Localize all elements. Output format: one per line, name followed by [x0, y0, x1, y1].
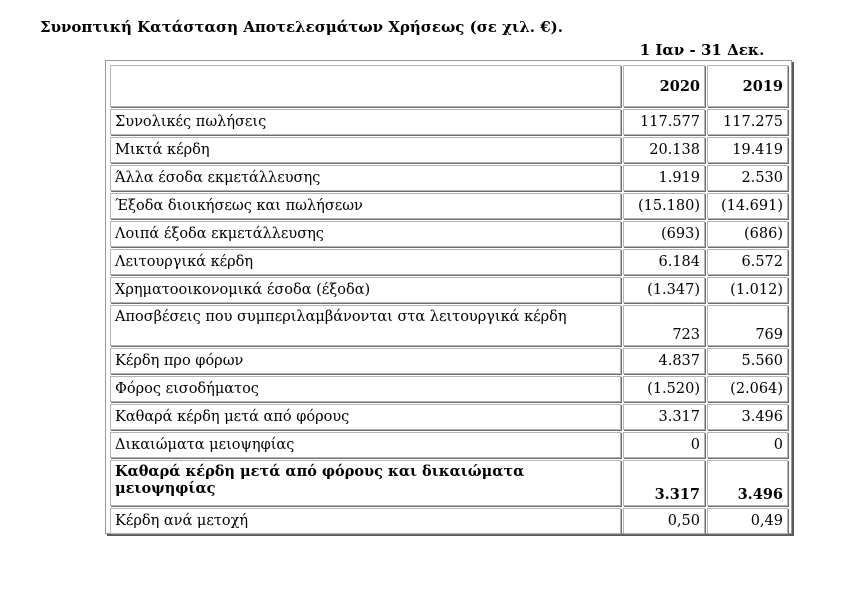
row-label: Λοιπά έξοδα εκμετάλλευσης: [110, 221, 621, 247]
value-2020: 117.577: [623, 109, 705, 135]
table-row: [110, 348, 788, 374]
table-row: [110, 432, 788, 458]
value-2019: 2.530: [707, 165, 788, 191]
value-2020: 0: [623, 432, 705, 458]
value-2019: (2.064): [707, 376, 788, 402]
table-row: [110, 305, 788, 346]
table-row: [110, 249, 788, 275]
table-row: [110, 109, 788, 135]
row-label: Αποσβέσεις που συμπεριλαμβάνονται στα λειτουργικά κέρδη: [110, 305, 621, 346]
row-label: Κέρδη προ φόρων: [110, 348, 621, 374]
value-2019: 6.572: [707, 249, 788, 275]
row-label: Καθαρά κέρδη μετά από φόρους: [110, 404, 621, 430]
table-row: [110, 404, 788, 430]
table-header-row: [110, 65, 788, 107]
row-label: Καθαρά κέρδη μετά από φόρους και δικαιώματα μειοψηφίας: [110, 460, 621, 506]
value-2019: (1.012): [707, 277, 788, 303]
value-2020: (1.520): [623, 376, 705, 402]
value-2020: 20.138: [623, 137, 705, 163]
value-2020: (15.180): [623, 193, 705, 219]
row-label: Έξοδα διοικήσεως και πωλήσεων: [110, 193, 621, 219]
column-header-2019: 2019: [707, 65, 788, 107]
table-row-total: [110, 460, 788, 506]
document-title: Συνοπτική Κατάσταση Αποτελεσμάτων Χρήσεως (σε χιλ. €).: [40, 18, 563, 36]
value-2019: 117.275: [707, 109, 788, 135]
table-row: [110, 277, 788, 303]
column-header-2020: 2020: [623, 65, 705, 107]
value-2020: 3.317: [623, 404, 705, 430]
value-2019: 0,49: [707, 508, 788, 534]
value-2019: (686): [707, 221, 788, 247]
value-2020: 6.184: [623, 249, 705, 275]
row-label: Λειτουργικά κέρδη: [110, 249, 621, 275]
header-blank-cell: [110, 65, 621, 107]
row-label: Συνολικές πωλήσεις: [110, 109, 621, 135]
table-row: [110, 376, 788, 402]
row-label: Φόρος εισοδήματος: [110, 376, 621, 402]
row-label: Κέρδη ανά μετοχή: [110, 508, 621, 534]
value-2019: 769: [707, 305, 788, 346]
value-2019: 3.496: [707, 404, 788, 430]
value-2019: 5.560: [707, 348, 788, 374]
row-label: Δικαιώματα μειοψηφίας: [110, 432, 621, 458]
value-2020: (693): [623, 221, 705, 247]
value-2020: 723: [623, 305, 705, 346]
value-2019: 0: [707, 432, 788, 458]
row-label: Χρηματοοικονομικά έσοδα (έξοδα): [110, 277, 621, 303]
value-2020: 1.919: [623, 165, 705, 191]
value-2020: 4.837: [623, 348, 705, 374]
value-2020: 3.317: [623, 460, 705, 506]
value-2020: (1.347): [623, 277, 705, 303]
value-2020: 0,50: [623, 508, 705, 534]
value-2019: (14.691): [707, 193, 788, 219]
row-label: Άλλα έσοδα εκμετάλλευσης: [110, 165, 621, 191]
table-row: [110, 165, 788, 191]
period-label: 1 Ιαν - 31 Δεκ.: [639, 41, 765, 59]
value-2019: 3.496: [707, 460, 788, 506]
table-row: [110, 508, 788, 534]
table-row: [110, 137, 788, 163]
value-2019: 19.419: [707, 137, 788, 163]
table-row: [110, 193, 788, 219]
row-label: Μικτά κέρδη: [110, 137, 621, 163]
table-row: [110, 221, 788, 247]
income-statement-table: [108, 63, 790, 536]
